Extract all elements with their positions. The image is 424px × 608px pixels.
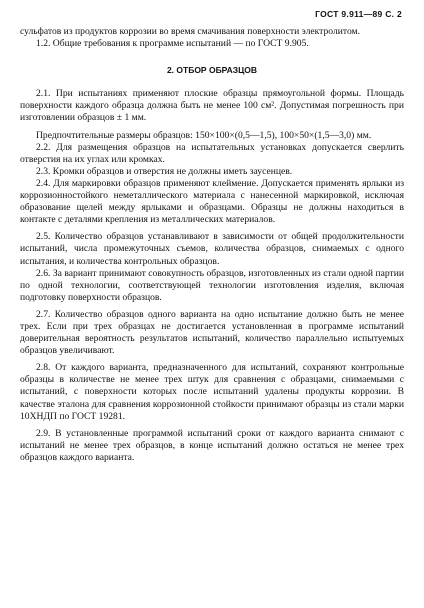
paragraph-2-7: 2.7. Количество образцов одного варианта на одно испытание должно быть не менее трех. Если при трех образцах не достигается установленная в программе испытаний доверительная вероятность результатов испытаний, количество параллельно испытуемых образцов увеличивают. <box>20 308 404 357</box>
paragraph-2-8: 2.8. От каждого варианта, предназначенного для испытаний, сохраняют контрольные образцы в количестве не менее трех штук для сравнения с образцами, снимаемыми с испытаний, с поверхности которых после испытаний удалены продукты коррозии. В качестве эталона для сравнения коррозионной стойкости принимают образцы из стали марки 10ХНДП по ГОСТ 19281. <box>20 362 404 422</box>
paragraph-continuation: сульфатов из продуктов коррозии во время смачивания поверхности электролитом. <box>20 26 361 37</box>
paragraph-2-5: 2.5. Количество образцов устанавливают в зависимости от общей продолжительности испытаний, числа промежуточных съемов, количества образцов, снимаемых с одного испытания, и количества контрольных образцов. <box>20 231 404 267</box>
paragraph-2-1: 2.1. При испытаниях применяют плоские образцы прямоугольной формы. Площадь поверхности каждого образца должна быть не менее 100 см². Допустимая погрешность при изготовлении образцов ± 1 мм. <box>20 88 404 124</box>
paragraph-preferred-sizes: Предпочтительные размеры образцов: 150×100×(0,5—1,5), 100×50×(1,5—3,0) мм. <box>36 129 372 141</box>
section-title: 2. ОТБОР ОБРАЗЦОВ <box>166 65 258 76</box>
paragraph-2-4: 2.4. Для маркировки образцов применяют клеймение. Допускается применять ярлыки из коррозионностойкого неметаллического материала с нанесенной маркировкой, исключая образование щелей между ярлыками и образцами. Образцы не должны находиться в контакте с деталями крепления из металлических материалов. <box>20 177 404 226</box>
paragraph-2-9: 2.9. В установленные программой испытаний сроки от каждого варианта снимают с испытаний не менее трех образцов, в конце испытаний должно остаться не менее трех образцов каждого варианта. <box>20 427 404 463</box>
page-header: ГОСТ 9.911—89 С. 2 <box>315 9 402 19</box>
paragraph-2-2: 2.2. Для размещения образцов на испытательных установках допускается сверлить отверстия на их углах или кромках. <box>20 141 404 165</box>
paragraph-1-2: 1.2. Общие требования к программе испытаний — по ГОСТ 9.905. <box>36 38 309 50</box>
paragraph-2-3: 2.3. Кромки образцов и отверстия не должны иметь заусенцев. <box>36 165 293 177</box>
paragraph-2-6: 2.6. За вариант принимают совокупность образцов, изготовленных из стали одной партии по одной технологии, соответствующей технологии изготовления изделия, включая подготовку поверхности образцов. <box>20 267 404 303</box>
document-body <box>20 26 404 464</box>
